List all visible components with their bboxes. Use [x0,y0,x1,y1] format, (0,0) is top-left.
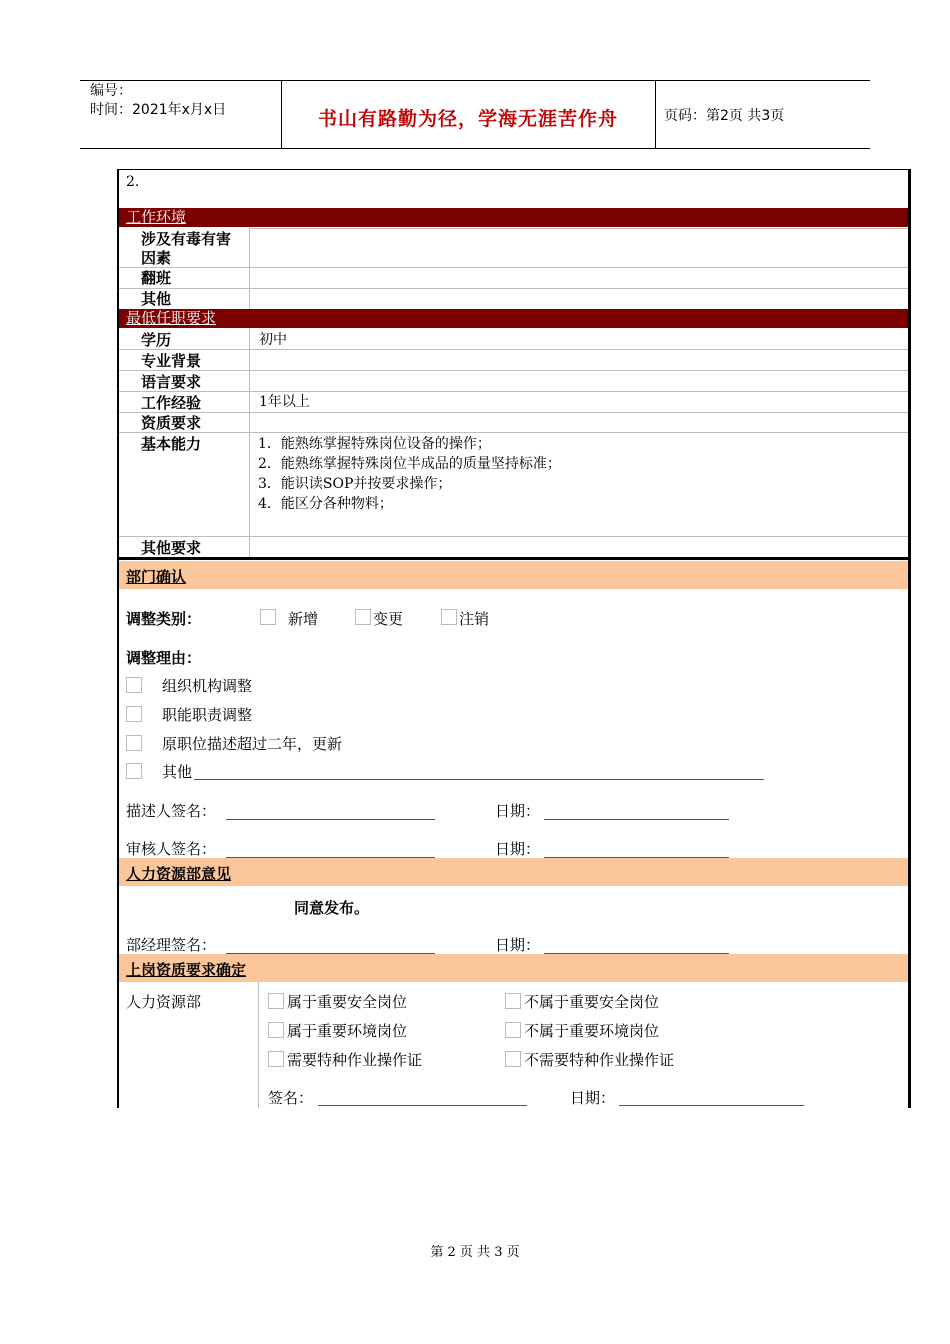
option-env-yes: 属于重要环境岗位 [287,1022,408,1040]
page-footer: 第 2 页 共 3 页 [430,1245,520,1260]
option-cancel: 注销 [459,610,490,628]
ability-list [258,434,561,514]
section-heavy-rule [119,557,908,560]
checkbox-env-no[interactable] [505,1022,521,1038]
value-experience: 1年以上 [259,394,310,410]
reason-outdated: 原职位描述超过二年，更新 [162,735,343,753]
page-indicator: 页码：第2页 共3页 [664,108,785,124]
checkbox-reason-duty[interactable] [126,706,142,722]
top-item-number: 2. [126,174,140,190]
checkbox-cancel[interactable] [441,609,457,625]
describer-sign-label: 描述人签名： [126,802,217,820]
header-bottom-rule [80,148,870,149]
manager-date-label: 日期： [495,936,541,954]
row-divider [119,288,908,289]
reviewer-date-label: 日期： [495,840,541,858]
option-new: 新增 [288,610,319,628]
row-divider [119,412,908,413]
post-sign-line[interactable] [318,1105,527,1106]
label-major: 专业背景 [141,352,202,370]
column-divider [258,982,259,1108]
reason-other: 其他 [162,763,193,781]
section-header-work-env [119,208,908,227]
label-other-env: 其他 [141,290,172,308]
section-title: 最低任职要求 [126,309,217,327]
label-hazard-line2: 因素 [141,249,172,267]
section-title: 上岗资质要求确定 [126,961,247,979]
section-title: 工作环境 [126,208,187,226]
label-ability: 基本能力 [141,435,202,453]
adjust-type-label: 调整类别： [126,610,202,628]
checkbox-reason-org[interactable] [126,677,142,693]
row-divider [119,432,908,433]
checkbox-cert-no[interactable] [505,1051,521,1067]
option-safety-yes: 属于重要安全岗位 [287,993,408,1011]
manager-sign-label: 部经理签名： [126,936,217,954]
reason-duty: 职能职责调整 [162,706,253,724]
checkbox-reason-other[interactable] [126,763,142,779]
describer-date-line[interactable] [544,819,729,820]
label-shift: 翻班 [141,269,172,287]
column-divider [249,328,250,558]
table-top-border [117,169,911,170]
row-divider [119,267,908,268]
row-divider [119,391,908,392]
header-divider [655,80,656,148]
ability-item: 2．能熟练掌握特殊岗位半成品的质量坚持标准； [258,456,561,472]
hr-opinion-text: 同意发布。 [294,899,370,917]
header-meta [90,82,226,120]
row-divider [119,349,908,350]
other-reason-line[interactable] [194,779,764,780]
ability-item: 1．能熟练掌握特殊岗位设备的操作； [258,436,491,452]
ability-item: 3．能识读SOP并按要求操作； [258,476,452,492]
label-language: 语言要求 [141,373,202,391]
checkbox-new[interactable] [260,609,276,625]
section-header-post-req [119,954,908,982]
row-divider [119,536,908,537]
checkbox-safety-yes[interactable] [268,993,284,1009]
motto-title: 书山有路勤为径，学海无涯苦作舟 [317,108,618,130]
label-qualification: 资质要求 [141,414,202,432]
label-hazard-line1: 涉及有毒有害 [141,230,232,248]
value-border [250,228,908,229]
option-safety-no: 不属于重要安全岗位 [524,993,660,1011]
section-header-min-req [119,309,908,328]
label-education: 学历 [141,331,172,349]
section-header-hr-opinion [119,858,908,886]
checkbox-cert-yes[interactable] [268,1051,284,1067]
option-change: 变更 [373,610,404,628]
table-right-border [908,169,911,1108]
time-label: 时间：2021年x月x日 [90,102,227,118]
option-env-no: 不属于重要环境岗位 [524,1022,660,1040]
describer-sign-line[interactable] [226,819,435,820]
option-cert-no: 不需要特种作业操作证 [524,1051,675,1069]
option-cert-yes: 需要特种作业操作证 [287,1051,423,1069]
reason-org: 组织机构调整 [162,677,253,695]
number-label: 编号： [90,83,132,99]
label-other-req: 其他要求 [141,539,202,557]
post-sign-label: 签名： [268,1089,314,1107]
hr-dept-label: 人力资源部 [126,993,202,1011]
header-top-rule [80,80,870,81]
checkbox-env-yes[interactable] [268,1022,284,1038]
ability-item: 4．能区分各种物料； [258,496,393,512]
section-title: 人力资源部意见 [126,865,232,883]
reviewer-sign-label: 审核人签名： [126,840,217,858]
post-date-line[interactable] [619,1105,804,1106]
column-divider [249,227,250,309]
row-divider [119,370,908,371]
value-education: 初中 [259,332,287,348]
section-header-dept-confirm [119,561,908,589]
section-title: 部门确认 [126,568,187,586]
label-hazard [141,230,231,268]
post-date-label: 日期： [570,1089,616,1107]
label-experience: 工作经验 [141,394,202,412]
describer-date-label: 日期： [495,802,541,820]
checkbox-change[interactable] [355,609,371,625]
checkbox-safety-no[interactable] [505,993,521,1009]
adjust-reason-label: 调整理由： [126,649,202,667]
checkbox-reason-outdated[interactable] [126,735,142,751]
